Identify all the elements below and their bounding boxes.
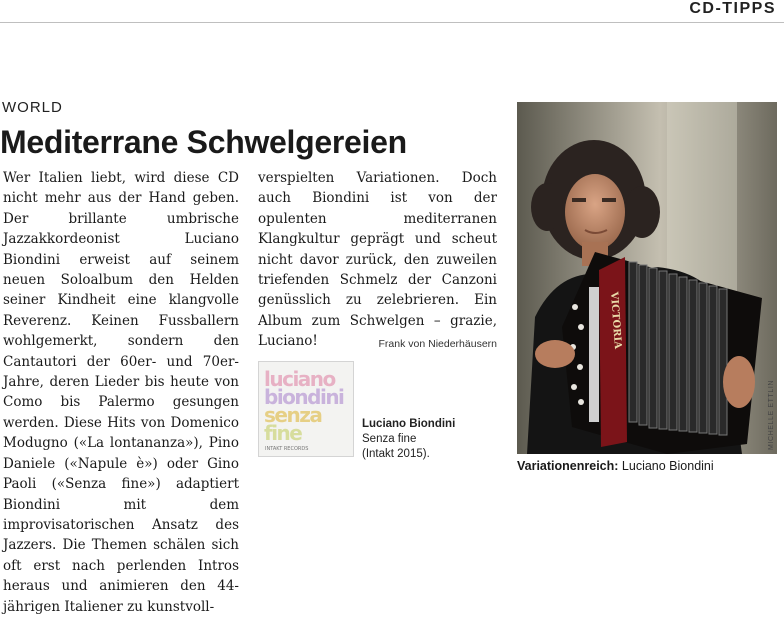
- album-artist: Luciano Biondini: [362, 418, 456, 430]
- article-kicker: WORLD: [2, 99, 63, 116]
- album-label-year: (Intakt 2015).: [362, 448, 430, 460]
- header-divider: [0, 22, 784, 23]
- article-column-1: Wer Italien liebt, wird diese CD nicht mehr aus der Hand geben. Der brillante umbrische Jazzakkordeonist Luciano Biondini erweist auf seinem neuen Soloalbum den Helden seiner Kindheit eine klangvolle Reverenz. Keinen Fussballern wohlgemerkt, sondern den Cantautori der 60er- und 70er-Jahre, deren Lieder bis heute von Como bis Palermo gesungen werden. Diese Hits von Domenico Modugno («La lontananza»), Pino Daniele («Napule è») oder Gino Paoli («Senza fine») adaptiert Biondini mit dem improvisatorischen Ansatz des Jazzers. Die Themen schälen sich oft erst nach perlenden Intros heraus und animieren den 44-jährigen Italiener zu kunstvoll-: [3, 170, 239, 615]
- cover-word-3: senza: [264, 403, 322, 427]
- article-headline: Mediterrane Schwelgereien: [0, 124, 407, 160]
- accordion-player-illustration: [517, 102, 777, 454]
- article-author: Frank von Niederhäusern: [378, 338, 497, 351]
- photo-credit: MICHELLE ETTLIN: [768, 379, 775, 450]
- cover-word-1: luciano: [264, 367, 335, 391]
- album-cover: [258, 361, 354, 457]
- caption-text: Luciano Biondini: [618, 459, 714, 473]
- cover-word-2: biondini: [264, 385, 344, 409]
- article-column-2-text: verspielten Variationen. Doch auch Biondini ist von der opulenten mediterranen Klangkultur geprägt und scheut nicht davor zurück, den zuweilen triefenden Schmelz der Canzoni genüsslich zu zelebrieren. Ein Album zum Schwelgen – grazie, Luciano!: [258, 170, 497, 350]
- photo-caption: [517, 459, 714, 473]
- album-title: Senza fine: [362, 433, 417, 445]
- musician-photo: [517, 102, 777, 454]
- album-info: [362, 417, 455, 462]
- caption-bold: Variationenreich:: [517, 459, 619, 473]
- cover-record-label: INTAKT RECORDS: [265, 446, 309, 452]
- section-label: CD-TIPPS: [689, 0, 776, 17]
- cover-word-4: fine: [264, 421, 302, 445]
- article-column-2: [258, 168, 497, 355]
- accordion-brand: VICTORIA: [608, 291, 623, 350]
